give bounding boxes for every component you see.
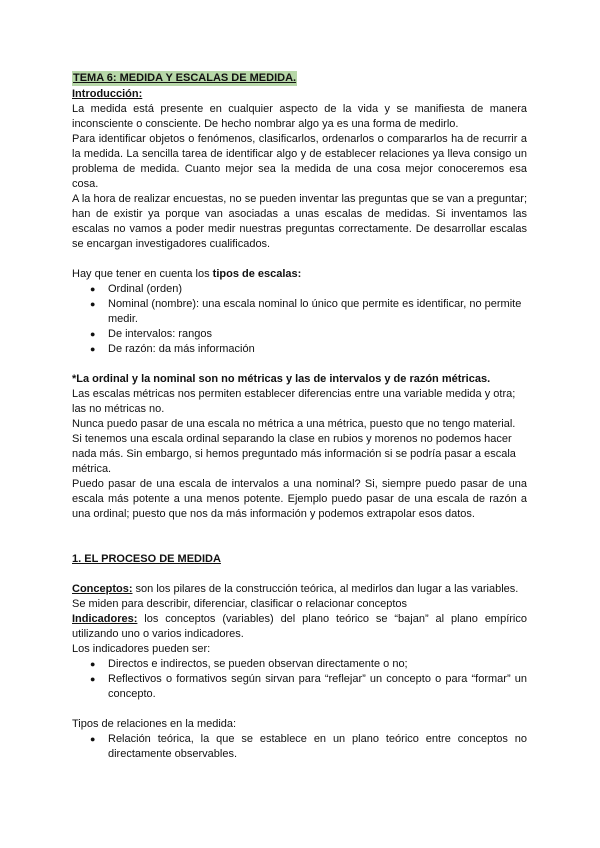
scales-list [72, 282, 527, 357]
bullet-icon: ● [90, 299, 96, 309]
bullet-icon: ● [90, 329, 96, 339]
scales-intro-bold: tipos de escalas: [212, 268, 302, 280]
section-1-title: 1. EL PROCESO DE MEDIDA [72, 553, 221, 565]
relaciones-intro: Tipos de relaciones en la medida: [72, 718, 237, 730]
bullet-icon: ● [90, 659, 96, 669]
bullet-icon: ● [90, 734, 96, 744]
indicadores-paragraph [72, 612, 527, 642]
note-paragraph-2: Nunca puedo pasar de una escala no métrica a una métrica, puesto que no tengo material. Si tenemos una escala ordinal separando la clase en rubios y morenos no podemos hacer nada más. Sin embargo, si hemos preguntado más información si se podría pasar a escala métrica. [72, 418, 516, 475]
indicadores-list [72, 657, 527, 702]
list-item [88, 297, 527, 327]
list-item-text: Reflectivos o formativos según sirvan para “reflejar” un concepto o para “formar” un concepto. [108, 673, 527, 700]
note-heading: *La ordinal y la nominal son no métricas y las de intervalos y de razón métricas. [72, 373, 491, 385]
intro-paragraph-2: Para identificar objetos o fenómenos, clasificarlos, ordenarlos o compararlos ha de recurrir a la medida. La sencilla tarea de identificar algo y de establecer relaciones ya lleva consigo un problema de medida. Cuanto mejor sea la medida de una cosa mejor conoceremos esa cosa. [72, 133, 527, 190]
list-item [88, 672, 527, 702]
list-item-text: De intervalos: rangos [108, 328, 212, 340]
bullet-icon: ● [90, 284, 96, 294]
document-content [72, 71, 527, 762]
list-item [88, 282, 527, 297]
list-item [88, 657, 527, 672]
conceptos-paragraph [72, 582, 527, 612]
intro-paragraph-3: A la hora de realizar encuestas, no se pueden inventar las preguntas que se van a preguntar; han de existir ya porque van asociadas a unas escalas de medidas. Si inventamos las escalas no vamos a poder medir nuestras preguntas correctamente. De desarrollar escalas se encargan investigadores cualificados. [72, 193, 527, 250]
list-item [88, 732, 527, 762]
intro-paragraph-1: La medida está presente en cualquier aspecto de la vida y se manifiesta de manera inconsciente o consciente. De hecho nombrar algo ya es una forma de medirlo. [72, 103, 527, 130]
indicadores-intro: Los indicadores pueden ser: [72, 643, 211, 655]
list-item-text: Nominal (nombre): una escala nominal lo único que permite es identificar, no permite medir. [108, 298, 522, 325]
relaciones-list [72, 732, 527, 762]
conceptos-text: son los pilares de la construcción teórica, al medirlos dan lugar a las variables. Se miden para describir, diferenciar, clasificar o relacionar conceptos [72, 583, 519, 610]
indicadores-text: los conceptos (variables) del plano teórico se “bajan” al plano empírico utilizando uno o varios indicadores. [72, 613, 527, 640]
conceptos-label: Conceptos: [72, 583, 133, 595]
note-paragraph-3: Puedo pasar de una escala de intervalos a una nominal? Si, siempre puedo pasar de una escala más potente a una menos potente. Ejemplo puedo pasar de una escala de razón a una ordinal; puesto que nos da más información y podemos extrapolar esos datos. [72, 478, 527, 520]
note-paragraph-1: Las escalas métricas nos permiten establecer diferencias entre una variable medida y otra; las no métricas no. [72, 388, 516, 415]
scales-intro-text: Hay que tener en cuenta los [72, 268, 213, 280]
intro-heading: Introducción: [72, 88, 143, 100]
bullet-icon: ● [90, 344, 96, 354]
list-item-text: De razón: da más información [108, 343, 255, 355]
list-item-text: Directos e indirectos, se pueden observan directamente o no; [108, 658, 408, 670]
list-item-text: Relación teórica, la que se establece en un plano teórico entre conceptos no directamente observables. [108, 733, 527, 760]
document-title: TEMA 6: MEDIDA Y ESCALAS DE MEDIDA. [73, 72, 297, 84]
bullet-icon: ● [90, 674, 96, 684]
indicadores-label: Indicadores: [72, 613, 138, 625]
scales-intro [72, 267, 527, 282]
list-item [88, 327, 527, 342]
list-item [88, 342, 527, 357]
list-item-text: Ordinal (orden) [108, 283, 182, 295]
